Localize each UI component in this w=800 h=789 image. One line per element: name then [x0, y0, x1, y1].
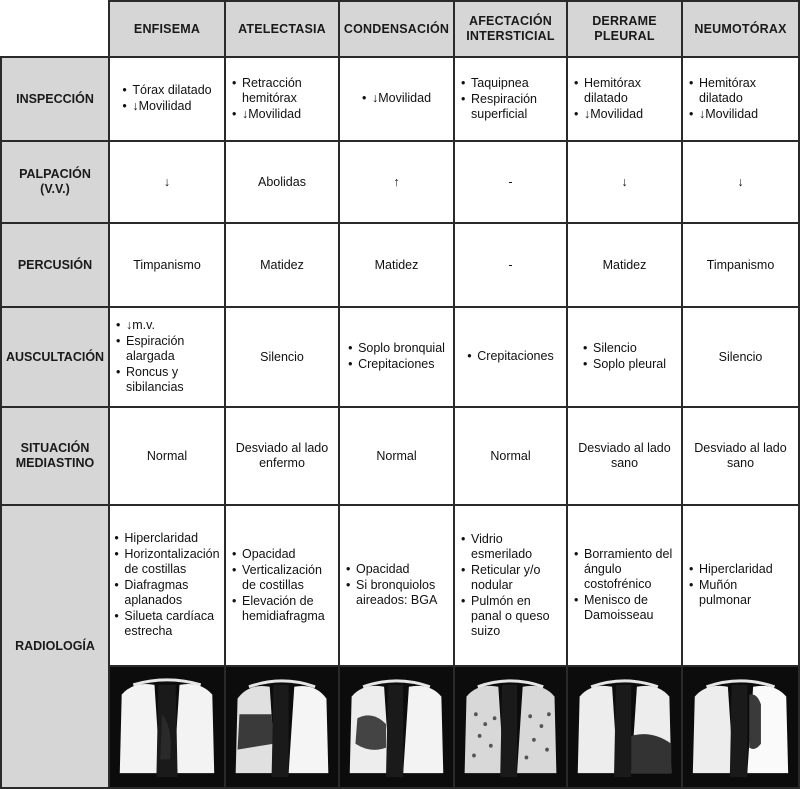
row-header-palpacion: PALPACIÓN (V.V.): [0, 142, 110, 224]
cell-radiologia-derrame: • Borramiento del ángulo costofrénico • Menisco de Damoisseau: [568, 506, 683, 667]
cell-percusion-condensacion: Matidez: [340, 224, 455, 308]
cell-percusion-atelectasia: Matidez: [226, 224, 340, 308]
row-header-inspeccion: INSPECCIÓN: [0, 58, 110, 142]
cell-palpacion-atelectasia: Abolidas: [226, 142, 340, 224]
chest-xray-atelectasia-icon: [226, 667, 340, 789]
cell-radiologia-enfisema: • Hiperclaridad • Horizontalización de costillas • Diafragmas aplanados • Silueta cardíaca estrecha: [110, 506, 226, 667]
cell-radiologia-intersticial: • Vidrio esmerilado • Reticular y/o nodular • Pulmón en panal o queso suizo: [455, 506, 568, 667]
cell-inspeccion-condensacion: • ↓Movilidad: [340, 58, 455, 142]
cell-auscultacion-atelectasia: Silencio: [226, 308, 340, 408]
cell-palpacion-derrame: ↓: [568, 142, 683, 224]
cell-mediastino-intersticial: Normal: [455, 408, 568, 506]
column-header-condensacion: CONDENSACIÓN: [340, 0, 455, 58]
row-header-radiologia: RADIOLOGÍA: [0, 506, 110, 789]
cell-palpacion-enfisema: ↓: [110, 142, 226, 224]
cell-auscultacion-derrame: • Silencio • Soplo pleural: [568, 308, 683, 408]
cell-auscultacion-intersticial: • Crepitaciones: [455, 308, 568, 408]
cell-percusion-enfisema: Timpanismo: [110, 224, 226, 308]
cell-auscultacion-neumotorax: Silencio: [683, 308, 800, 408]
cell-inspeccion-enfisema: • Tórax dilatado • ↓Movilidad: [110, 58, 226, 142]
cell-palpacion-neumotorax: ↓: [683, 142, 800, 224]
cell-percusion-intersticial: -: [455, 224, 568, 308]
cell-mediastino-enfisema: Normal: [110, 408, 226, 506]
column-header-atelectasia: ATELECTASIA: [226, 0, 340, 58]
cell-radiologia-atelectasia: • Opacidad • Verticalización de costillas • Elevación de hemidiafragma: [226, 506, 340, 667]
chest-xray-intersticial-icon: [455, 667, 568, 789]
cell-inspeccion-intersticial: • Taquipnea • Respiración superficial: [455, 58, 568, 142]
cell-percusion-neumotorax: Timpanismo: [683, 224, 800, 308]
chest-xray-derrame-icon: [568, 667, 683, 789]
cell-inspeccion-neumotorax: • Hemitórax dilatado • ↓Movilidad: [683, 58, 800, 142]
cell-auscultacion-condensacion: • Soplo bronquial • Crepitaciones: [340, 308, 455, 408]
cell-radiologia-condensacion: • Opacidad • Si bronquiolos aireados: BGA: [340, 506, 455, 667]
cell-inspeccion-derrame: • Hemitórax dilatado • ↓Movilidad: [568, 58, 683, 142]
row-header-mediastino: SITUACIÓN MEDIASTINO: [0, 408, 110, 506]
chest-xray-condensacion-icon: [340, 667, 455, 789]
cell-mediastino-atelectasia: Desviado al lado enfermo: [226, 408, 340, 506]
cell-mediastino-condensacion: Normal: [340, 408, 455, 506]
row-header-auscultacion: AUSCULTACIÓN: [0, 308, 110, 408]
cell-mediastino-derrame: Desviado al lado sano: [568, 408, 683, 506]
chest-xray-enfisema-icon: [110, 667, 226, 789]
row-header-percusion: PERCUSIÓN: [0, 224, 110, 308]
column-header-neumotorax: NEUMOTÓRAX: [683, 0, 800, 58]
column-header-afectacion-intersticial: AFECTACIÓN INTERSTICIAL: [455, 0, 568, 58]
cell-palpacion-intersticial: -: [455, 142, 568, 224]
table-corner: [0, 0, 110, 58]
cell-percusion-derrame: Matidez: [568, 224, 683, 308]
cell-palpacion-condensacion: ↑: [340, 142, 455, 224]
cell-radiologia-neumotorax: • Hiperclaridad • Muñón pulmonar: [683, 506, 800, 667]
chest-xray-neumotorax-icon: [683, 667, 800, 789]
column-header-derrame-pleural: DERRAME PLEURAL: [568, 0, 683, 58]
cell-auscultacion-enfisema: • ↓m.v. • Espiración alargada • Roncus y sibilancias: [110, 308, 226, 408]
cell-inspeccion-atelectasia: • Retracción hemitórax • ↓Movilidad: [226, 58, 340, 142]
cell-mediastino-neumotorax: Desviado al lado sano: [683, 408, 800, 506]
column-header-enfisema: ENFISEMA: [110, 0, 226, 58]
